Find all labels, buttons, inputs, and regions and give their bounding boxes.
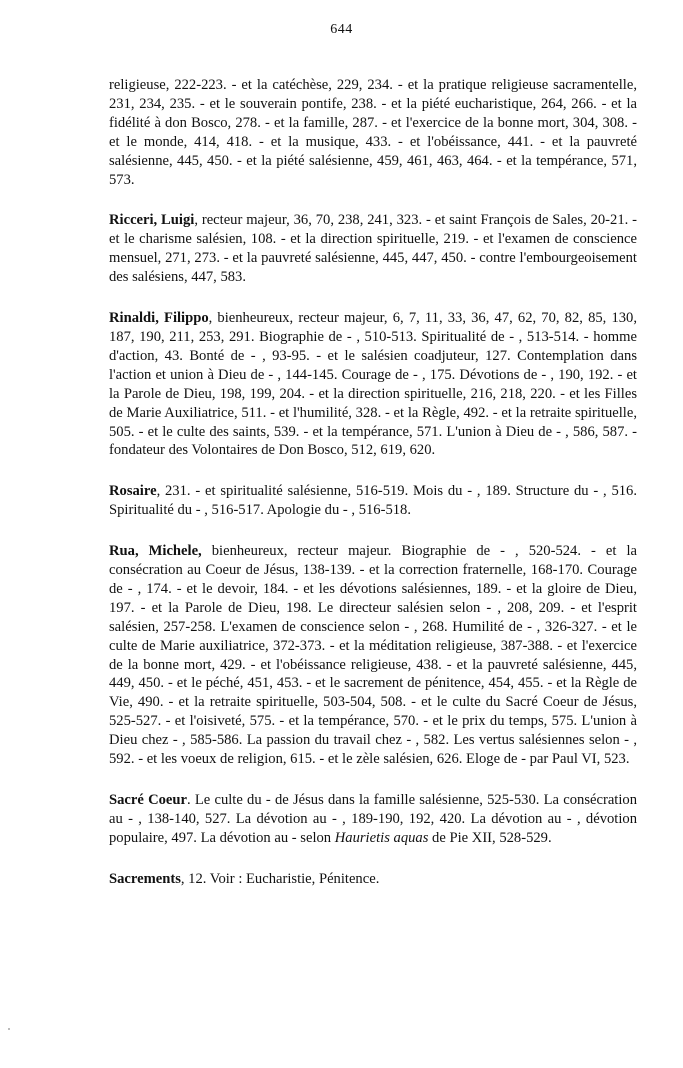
index-entry-rua: [109, 542, 637, 769]
scan-speck: [8, 1028, 10, 1030]
entry-text: . Le culte du - de Jésus dans la famille salésienne, 525-530. La consécration au - , 138-140, 527. La dévotion au - , 189-190, 192, 420. La dévotion au - , dévotion populaire, 497. La dévotion au - selon: [109, 792, 638, 846]
index-entry-continuation: [109, 76, 637, 189]
entry-italic-title: Haurietis aquas: [334, 829, 429, 846]
entry-text-after: de Pie XII, 528-529.: [428, 829, 552, 846]
entry-term: Rinaldi, Filippo: [109, 310, 209, 327]
index-entry-rosaire: [109, 482, 637, 520]
index-entry-rinaldi: [109, 309, 637, 460]
entry-text: bienheureux, recteur majeur. Biographie de - , 520-524. - et la consécration au Coeur de Jésus, 138-139. - et la correction fraternelle, 168-170. Courage de - , 174. - et le devoir, 184. - et les dévotions salésiennes, 189. - et la gloire de Dieu, 197. - et la Parole de Dieu, 198. Le directeur salésien selon - , 208, 209. - et l'esprit salésien, 257-258. L'examen de conscience selon - , 268. Humilité de - , 326-327. - et le culte de Marie auxiliatrice, 372-373. - et la méditation religieuse, 387-388. - et l'exercice de la bonne mort, 429. - et l'obéissance religieuse, 438. - et la pauvreté salésienne, 445, 449, 450. - et le péché, 451, 453. - et le sacrement de pénitence, 454, 455. - et la Règle de Vie, 490. - et la retraite spirituelle, 503-504, 508. - et le culte du Sacré Coeur de Jésus, 525-527. - et l'oisiveté, 575. - et la tempérance, 570. - et le prix du temps, 575. L'union à Dieu chez - , 585-586. La passion du travail chez - , 582. Les vertus salésiennes selon - , 592. - et les voeux de religion, 615. - et le zèle salésien, 626. Eloge de - par Paul VI, 523.: [109, 543, 637, 768]
index-entry-sacrements: [109, 870, 637, 889]
entry-text: , bienheureux, recteur majeur, 6, 7, 11, 33, 36, 47, 62, 70, 82, 85, 130, 187, 190, 211, 253, 291. Biographie de - , 510-513. Spiritualité de - , 513-514. - homme d'action, 43. Bonté de - , 93-95. - et le salésien coadjuteur, 127. Contemplation dans l'action et union à Dieu de - , 144-145. Courage de - , 175. Dévotions de - , 190, 192. - et la Parole de Dieu, 198, 199, 204. - et la direction spirituelle, 216, 218, 220. - et les Filles de Marie Auxiliatrice, 511. - et l'humilité, 328. - et la Règle, 492. - et la retraite spirituelle, 505. - et le culte des saints, 539. - et la tempérance, 571. L'union à Dieu de - , 586, 587. - fondateur des Volontaires de Don Bosco, 512, 619, 620.: [109, 310, 637, 459]
index-entry-sacre-coeur: [109, 791, 637, 848]
entry-term: Rua, Michele,: [109, 543, 202, 560]
index-entry-ricceri: [109, 211, 637, 287]
entry-text: religieuse, 222-223. - et la catéchèse, 229, 234. - et la pratique religieuse sacramentelle, 231, 234, 235. - et le souverain pontife, 238. - et la piété eucharistique, 264, 266. - et la fidélité à don Bosco, 278. - et la famille, 287. - et l'exercice de la bonne mort, 304, 308. - et le monde, 414, 418. - et la musique, 433. - et l'obéissance, 441. - et la pauvreté salésienne, 445, 450. - et la piété salésienne, 459, 461, 463, 464. - et la tempérance, 571, 573.: [109, 77, 637, 188]
entry-term: Sacrements: [109, 870, 181, 887]
entry-term: Rosaire: [109, 483, 157, 500]
entry-text: , recteur majeur, 36, 70, 238, 241, 323. - et saint François de Sales, 20-21. - et le charisme salésien, 108. - et la direction spirituelle, 219. - et l'examen de conscience mensuel, 271, 273. - et la pauvreté salésienne, 445, 447, 450. - contre l'embourgeoisement des salésiens, 447, 583.: [109, 212, 637, 286]
entry-term: Ricceri, Luigi: [109, 212, 195, 229]
page-number: 644: [330, 22, 353, 37]
entry-text: , 231. - et spiritualité salésienne, 516-519. Mois du - , 189. Structure du - , 516. Spiritualité du - , 516-517. Apologie du - , 516-518.: [109, 483, 637, 519]
entry-text: , 12. Voir : Eucharistie, Pénitence.: [180, 870, 380, 887]
entry-term: Sacré Coeur: [109, 792, 187, 808]
index-content: [109, 76, 637, 911]
